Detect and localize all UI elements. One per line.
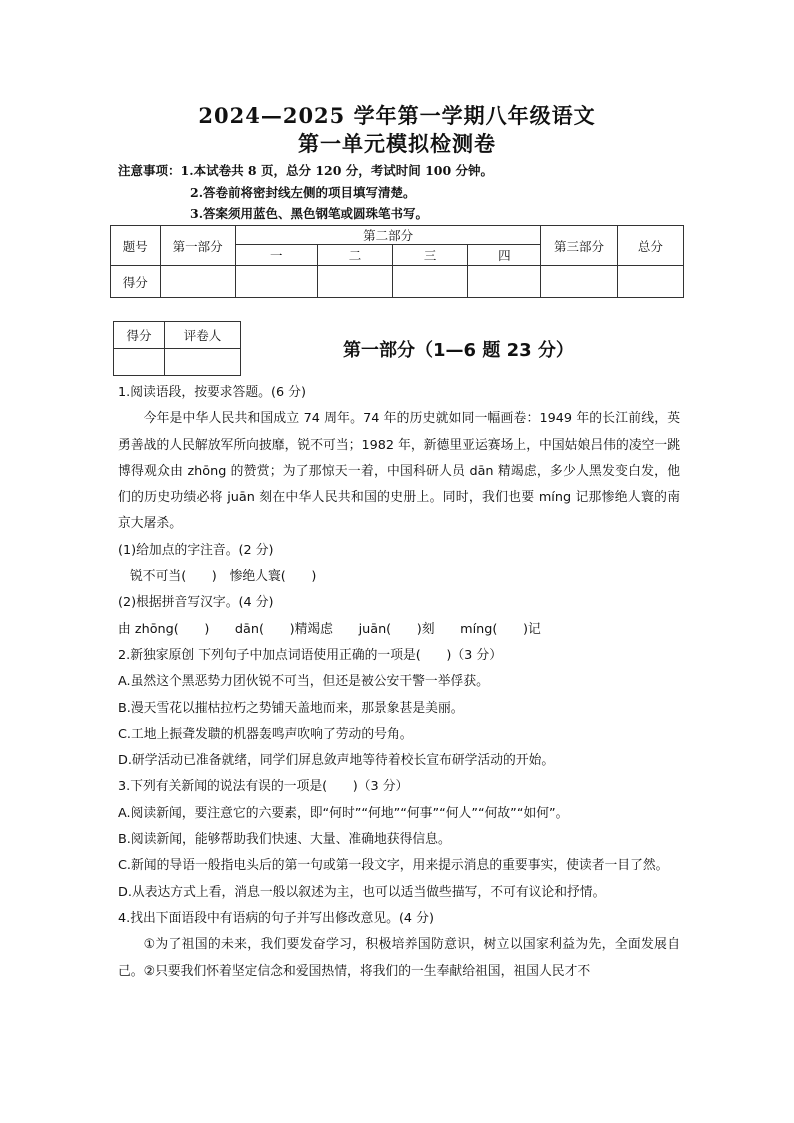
q3-option-b: B.阅读新闻，能够帮助我们快速、大量、准确地获得信息。	[118, 832, 451, 848]
score-table	[110, 225, 684, 298]
q1-part1-answer: 锐不可当( ) 惨绝人寰( )	[130, 569, 317, 585]
grader-name-cell	[165, 349, 241, 376]
q2-option-a: A.虽然这个黑恶势力团伙锐不可当，但还是被公安干警一举俘获。	[118, 674, 489, 690]
score-cell-sub-4	[468, 266, 541, 298]
notes-item-2: 2.答卷前将密封线左侧的项目填写清楚。	[190, 184, 416, 200]
q2-option-b: B.漫天雪花以摧枯拉朽之势铺天盖地而来，那景象甚是美丽。	[118, 700, 464, 716]
question-body	[118, 380, 680, 985]
score-cell-part3	[541, 266, 617, 298]
q2-stem: 2.新独家原创 下列句子中加点词语使用正确的一项是( )（3 分）	[118, 647, 502, 663]
score-cell-total	[617, 266, 683, 298]
score-table-sub-3: 三	[393, 245, 468, 266]
q2-option-d: D.研学活动已准备就绪，同学们屏息敛声地等待着校长宣布研学活动的开始。	[118, 753, 555, 769]
q3-option-a: A.阅读新闻，要注意它的六要素，即“何时”“何地”“何事”“何人”“何故”“如何”。	[118, 805, 569, 821]
notes-label: 注意事项：	[118, 163, 181, 178]
q4-stem: 4.找出下面语段中有语病的句子并写出修改意见。(4 分)	[118, 910, 434, 926]
q3-stem: 3.下列有关新闻的说法有误的一项是( )（3 分）	[118, 779, 409, 795]
q1-part2: (2)根据拼音写汉字。(4 分)	[118, 595, 274, 611]
q2-option-c: C.工地上振聋发聩的机器轰鸣声吹响了劳动的号角。	[118, 726, 413, 742]
score-table-part1: 第一部分	[160, 226, 235, 266]
score-cell-sub-2	[317, 266, 392, 298]
score-table-sub-4: 四	[468, 245, 541, 266]
score-table-total: 总分	[617, 226, 683, 266]
exam-title-line1: 2024—2025 学年第一学期八年级语文	[198, 103, 596, 128]
score-table-row-header: 题号	[111, 226, 161, 266]
score-table-part3: 第三部分	[541, 226, 617, 266]
score-table-sub-2: 二	[317, 245, 392, 266]
grader-score-label: 得分	[114, 322, 165, 349]
score-table-score-label: 得分	[111, 266, 161, 298]
score-table-part2: 第二部分	[235, 226, 541, 245]
q3-option-c: C.新闻的导语一般指电头后的第一句或第一段文字，用来提示消息的重要事实，使读者一目了然。	[118, 858, 669, 874]
exam-notes	[118, 160, 493, 225]
q1-passage: 今年是中华人民共和国成立 74 周年。74 年的历史就如同一幅画卷：1949 年的长江前线，英勇善战的人民解放军所向披靡，锐不可当；1982 年，新德里亚运赛场上，中国姑娘吕伟的凌空一跳博得观众由 zhōng 的赞赏；为了那惊天一着，中国科研人员 dān 精竭虑，多少人黑发变白发，他们的历史功绩必将 juān 刻在中华人民共和国的史册上。同时，我们也要 míng 记那惨绝人寰的南京大屠杀。	[118, 411, 680, 532]
q3-option-d: D.从表达方式上看，消息一般以叙述为主，也可以适当做些描写，不可有议论和抒情。	[118, 884, 606, 900]
notes-item-3: 3.答案须用蓝色、黑色钢笔或圆珠笔书写。	[190, 206, 429, 221]
score-cell-part1	[160, 266, 235, 298]
q1-part2-answer: 由 zhōng( ) dān( )精竭虑 juān( )刻 míng( )记	[118, 621, 541, 637]
section-title: 第一部分（1—6 题 23 分）	[343, 340, 574, 361]
grader-table	[113, 321, 241, 376]
exam-title-line2: 第一单元模拟检测卷	[298, 131, 496, 156]
score-cell-sub-3	[393, 266, 468, 298]
grader-score-cell	[114, 349, 165, 376]
q4-passage: ①为了祖国的未来，我们要发奋学习，积极培养国防意识，树立以国家利益为先，全面发展自己。②只要我们怀着坚定信念和爱国热情，将我们的一生奉献给祖国，祖国人民才不	[118, 937, 680, 979]
grader-label: 评卷人	[165, 322, 241, 349]
notes-item-1: 1.本试卷共 8 页，总分 120 分，考试时间 100 分钟。	[180, 163, 494, 178]
score-table-sub-1: 一	[235, 245, 317, 266]
q1-stem: 1.阅读语段，按要求答题。(6 分)	[118, 385, 306, 400]
score-cell-sub-1	[235, 266, 317, 298]
q1-part1: (1)给加点的字注音。(2 分)	[118, 542, 274, 558]
